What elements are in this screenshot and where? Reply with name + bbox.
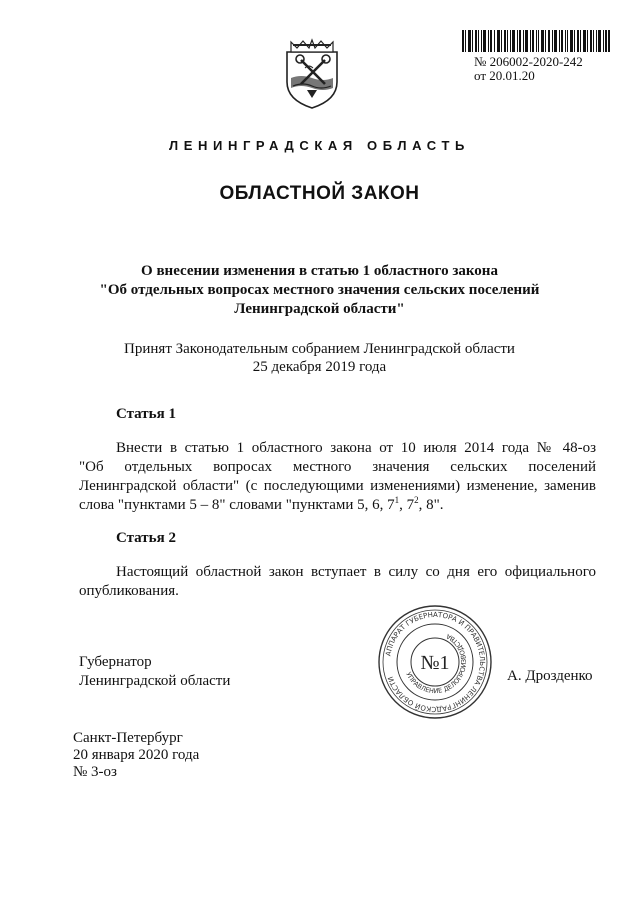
article-1-text — [79, 439, 596, 515]
registration-stamp — [474, 55, 583, 83]
signatory-name: А. Дрозденко — [507, 668, 593, 684]
article-2-line: Настоящий областной закон вступает в силу со дня его официального — [116, 564, 596, 580]
article-1-heading: Статья 1 — [116, 406, 176, 422]
signatory-region: Ленинградской области — [79, 673, 231, 689]
law-title — [60, 262, 579, 319]
footer-date: 20 января 2020 года — [73, 747, 200, 763]
stamp-inner-ring-text: УПРАВЛЕНИЕ ДЕЛОПРОИЗВОДСТВА — [404, 631, 469, 696]
official-round-stamp — [376, 603, 494, 721]
article-2-text — [79, 563, 596, 601]
document-footer — [73, 730, 199, 781]
article-1-suffix: , 8". — [418, 497, 444, 513]
superscript-2: 2 — [414, 495, 419, 505]
registration-number: № 206002-2020-242 — [474, 54, 583, 69]
registration-date: от 20.01.20 — [474, 68, 535, 83]
article-1-mid: , 7 — [399, 497, 415, 513]
law-title-line: Ленинградской области" — [234, 301, 405, 317]
article-1-line: Ленинградской области" (с последующими изменениями) изменение, заменив — [79, 478, 596, 494]
barcode — [462, 30, 610, 52]
adoption-note — [60, 340, 579, 376]
article-2-line: опубликования. — [79, 583, 179, 599]
region-heading: ЛЕНИНГРАДСКАЯ ОБЛАСТЬ — [169, 138, 470, 153]
article-1-line: "Об отдельных вопросах местного значения сельских поселений — [79, 459, 596, 475]
article-1-last-line — [79, 496, 596, 515]
footer-city: Санкт-Петербург — [73, 730, 183, 746]
footer-number: № 3-оз — [73, 764, 117, 780]
article-1-last-prefix: слова "пунктами 5 – 8" словами "пунктами 5, 6, 7 — [79, 497, 395, 513]
law-title-line: О внесении изменения в статью 1 областного закона — [141, 263, 498, 279]
coat-of-arms-emblem — [283, 38, 341, 110]
article-1-line: Внести в статью 1 областного закона от 10 июля 2014 года № 48-оз — [116, 440, 596, 456]
stamp-ring-text: АППАРАТ ГУБЕРНАТОРА И ПРАВИТЕЛЬСТВА ЛЕНИНГРАДСКОЙ ОБЛАСТИ — [384, 610, 487, 714]
article-2-heading: Статья 2 — [116, 530, 176, 546]
superscript-1: 1 — [394, 495, 400, 505]
adoption-date: 25 декабря 2019 года — [252, 359, 387, 375]
law-type-heading: ОБЛАСТНОЙ ЗАКОН — [219, 183, 420, 204]
law-title-line: "Об отдельных вопросах местного значения сельских поселений — [99, 282, 540, 298]
signatory-position: Губернатор — [79, 654, 152, 670]
adoption-line: Принят Законодательным собранием Ленинградской области — [124, 341, 515, 357]
stamp-number: №1 — [420, 652, 450, 674]
signatory-title — [79, 653, 230, 691]
